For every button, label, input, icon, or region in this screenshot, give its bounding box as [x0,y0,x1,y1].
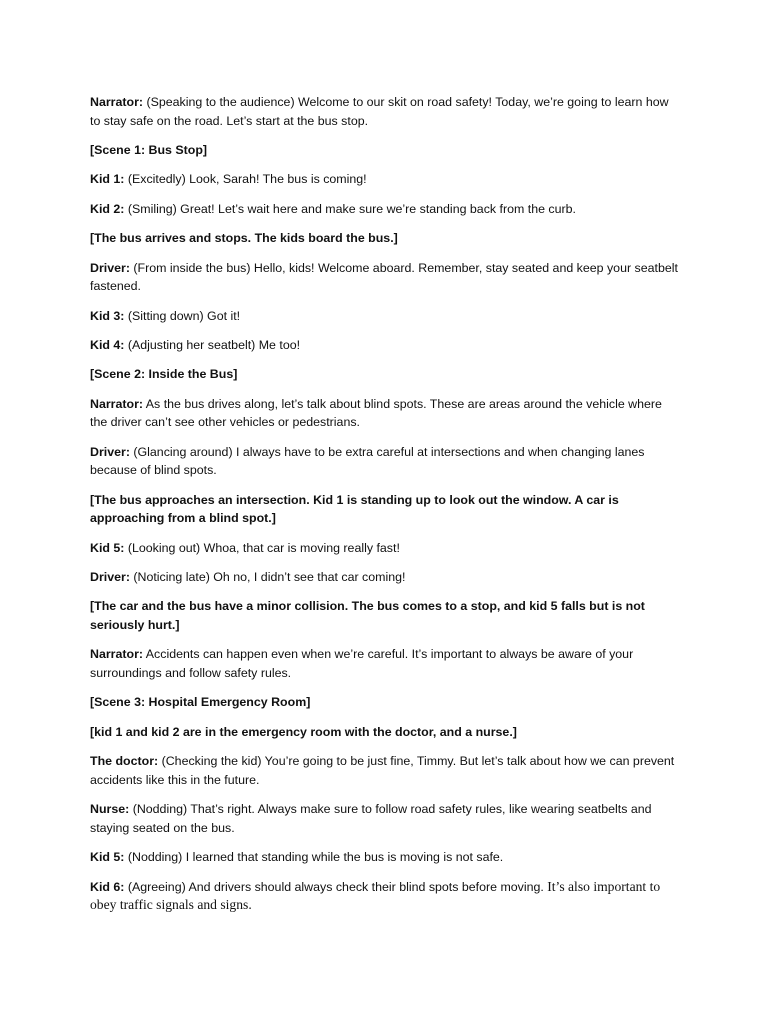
dialogue-line-narrator [90,395,682,432]
dialogue-line-kid-3 [90,307,682,326]
dialogue-text: (Sitting down) Got it! [124,308,241,323]
speaker-label: Kid 5: [90,850,125,865]
dialogue-text: (Agreeing) And drivers should always check their blind spots before moving. [124,879,544,894]
stage-direction-emergency-room: [kid 1 and kid 2 are in the emergency room with the doctor, and a nurse.] [90,724,517,739]
dialogue-line-kid-5 [90,539,682,558]
speaker-label: Narrator: [90,95,144,109]
speaker-label: Kid 3: [90,308,125,323]
dialogue-line-kid-2 [90,200,682,219]
dialogue-text: (From inside the bus) Hello, kids! Welcome aboard. Remember, stay seated and keep your seatbelt fastened. [90,260,678,294]
dialogue-text: (Speaking to the audience) Welcome to our skit on road safety! Today, we’re going to learn how to stay safe on the road. Let’s start at the bus stop. [90,95,669,128]
dialogue-line-kid-5 [90,848,682,867]
stage-direction-intersection: [The bus approaches an intersection. Kid 1 is standing up to look out the window. A car is approaching from a blind spot.] [90,492,619,526]
dialogue-line-driver [90,259,682,296]
dialogue-line-kid-1 [90,170,682,189]
dialogue-text: As the bus drives along, let’s talk about blind spots. These are areas around the vehicle where the driver can’t see other vehicles or pedestrians. [90,396,662,430]
speaker-label: Narrator: [90,647,144,662]
speaker-label: Driver: [90,570,130,585]
stage-direction-collision: [The car and the bus have a minor collision. The bus comes to a stop, and kid 5 falls but is not seriously hurt.] [90,599,645,633]
speaker-label: Narrator: [90,396,144,411]
speaker-label: Nurse: [90,802,130,817]
dialogue-line-nurse [90,800,682,837]
speaker-label: The doctor: [90,754,159,769]
dialogue-text: (Checking the kid) You’re going to be just fine, Timmy. But let’s talk about how we can prevent accidents like this in the future. [90,754,675,787]
dialogue-text-continuation: It’s also important to obey traffic signals and signs. [90,878,661,913]
dialogue-text: (Smiling) Great! Let’s wait here and make sure we’re standing back from the curb. [124,201,576,216]
dialogue-text: (Nodding) That’s right. Always make sure to follow road safety rules, like wearing seatbelts and staying seated on the bus. [90,802,652,835]
speaker-label: Kid 1: [90,172,125,187]
dialogue-text: (Glancing around) I always have to be extra careful at intersections and when changing lanes because of blind spots. [90,444,645,478]
dialogue-text: (Looking out) Whoa, that car is moving really fast! [124,540,400,555]
dialogue-line-kid-4 [90,336,682,355]
dialogue-text: (Excitedly) Look, Sarah! The bus is coming! [124,172,367,187]
stage-direction-scene-3: [Scene 3: Hospital Emergency Room] [90,695,311,710]
dialogue-line-doctor [90,752,682,789]
speaker-label: Driver: [90,260,130,275]
dialogue-line-driver [90,443,682,480]
speaker-label: Kid 4: [90,337,125,352]
speaker-label: Kid 2: [90,201,125,216]
speaker-label: Driver: [90,444,130,459]
speaker-label: Kid 5: [90,540,125,555]
stage-direction-scene-2: [Scene 2: Inside the Bus] [90,367,238,382]
stage-direction-bus-arrives: [The bus arrives and stops. The kids board the bus.] [90,231,398,246]
script-body [90,93,682,926]
dialogue-line-kid-6 [90,878,682,915]
dialogue-text: (Noticing late) Oh no, I didn’t see that car coming! [129,570,406,585]
dialogue-line-narrator [90,93,682,130]
dialogue-text: Accidents can happen even when we’re careful. It’s important to always be aware of your surroundings and follow safety rules. [90,647,634,681]
dialogue-line-narrator [90,645,682,682]
dialogue-text: (Nodding) I learned that standing while the bus is moving is not safe. [124,850,504,865]
dialogue-line-driver [90,568,682,587]
stage-direction-scene-1: [Scene 1: Bus Stop] [90,142,208,157]
dialogue-text: (Adjusting her seatbelt) Me too! [124,337,301,352]
speaker-label: Kid 6: [90,879,125,894]
